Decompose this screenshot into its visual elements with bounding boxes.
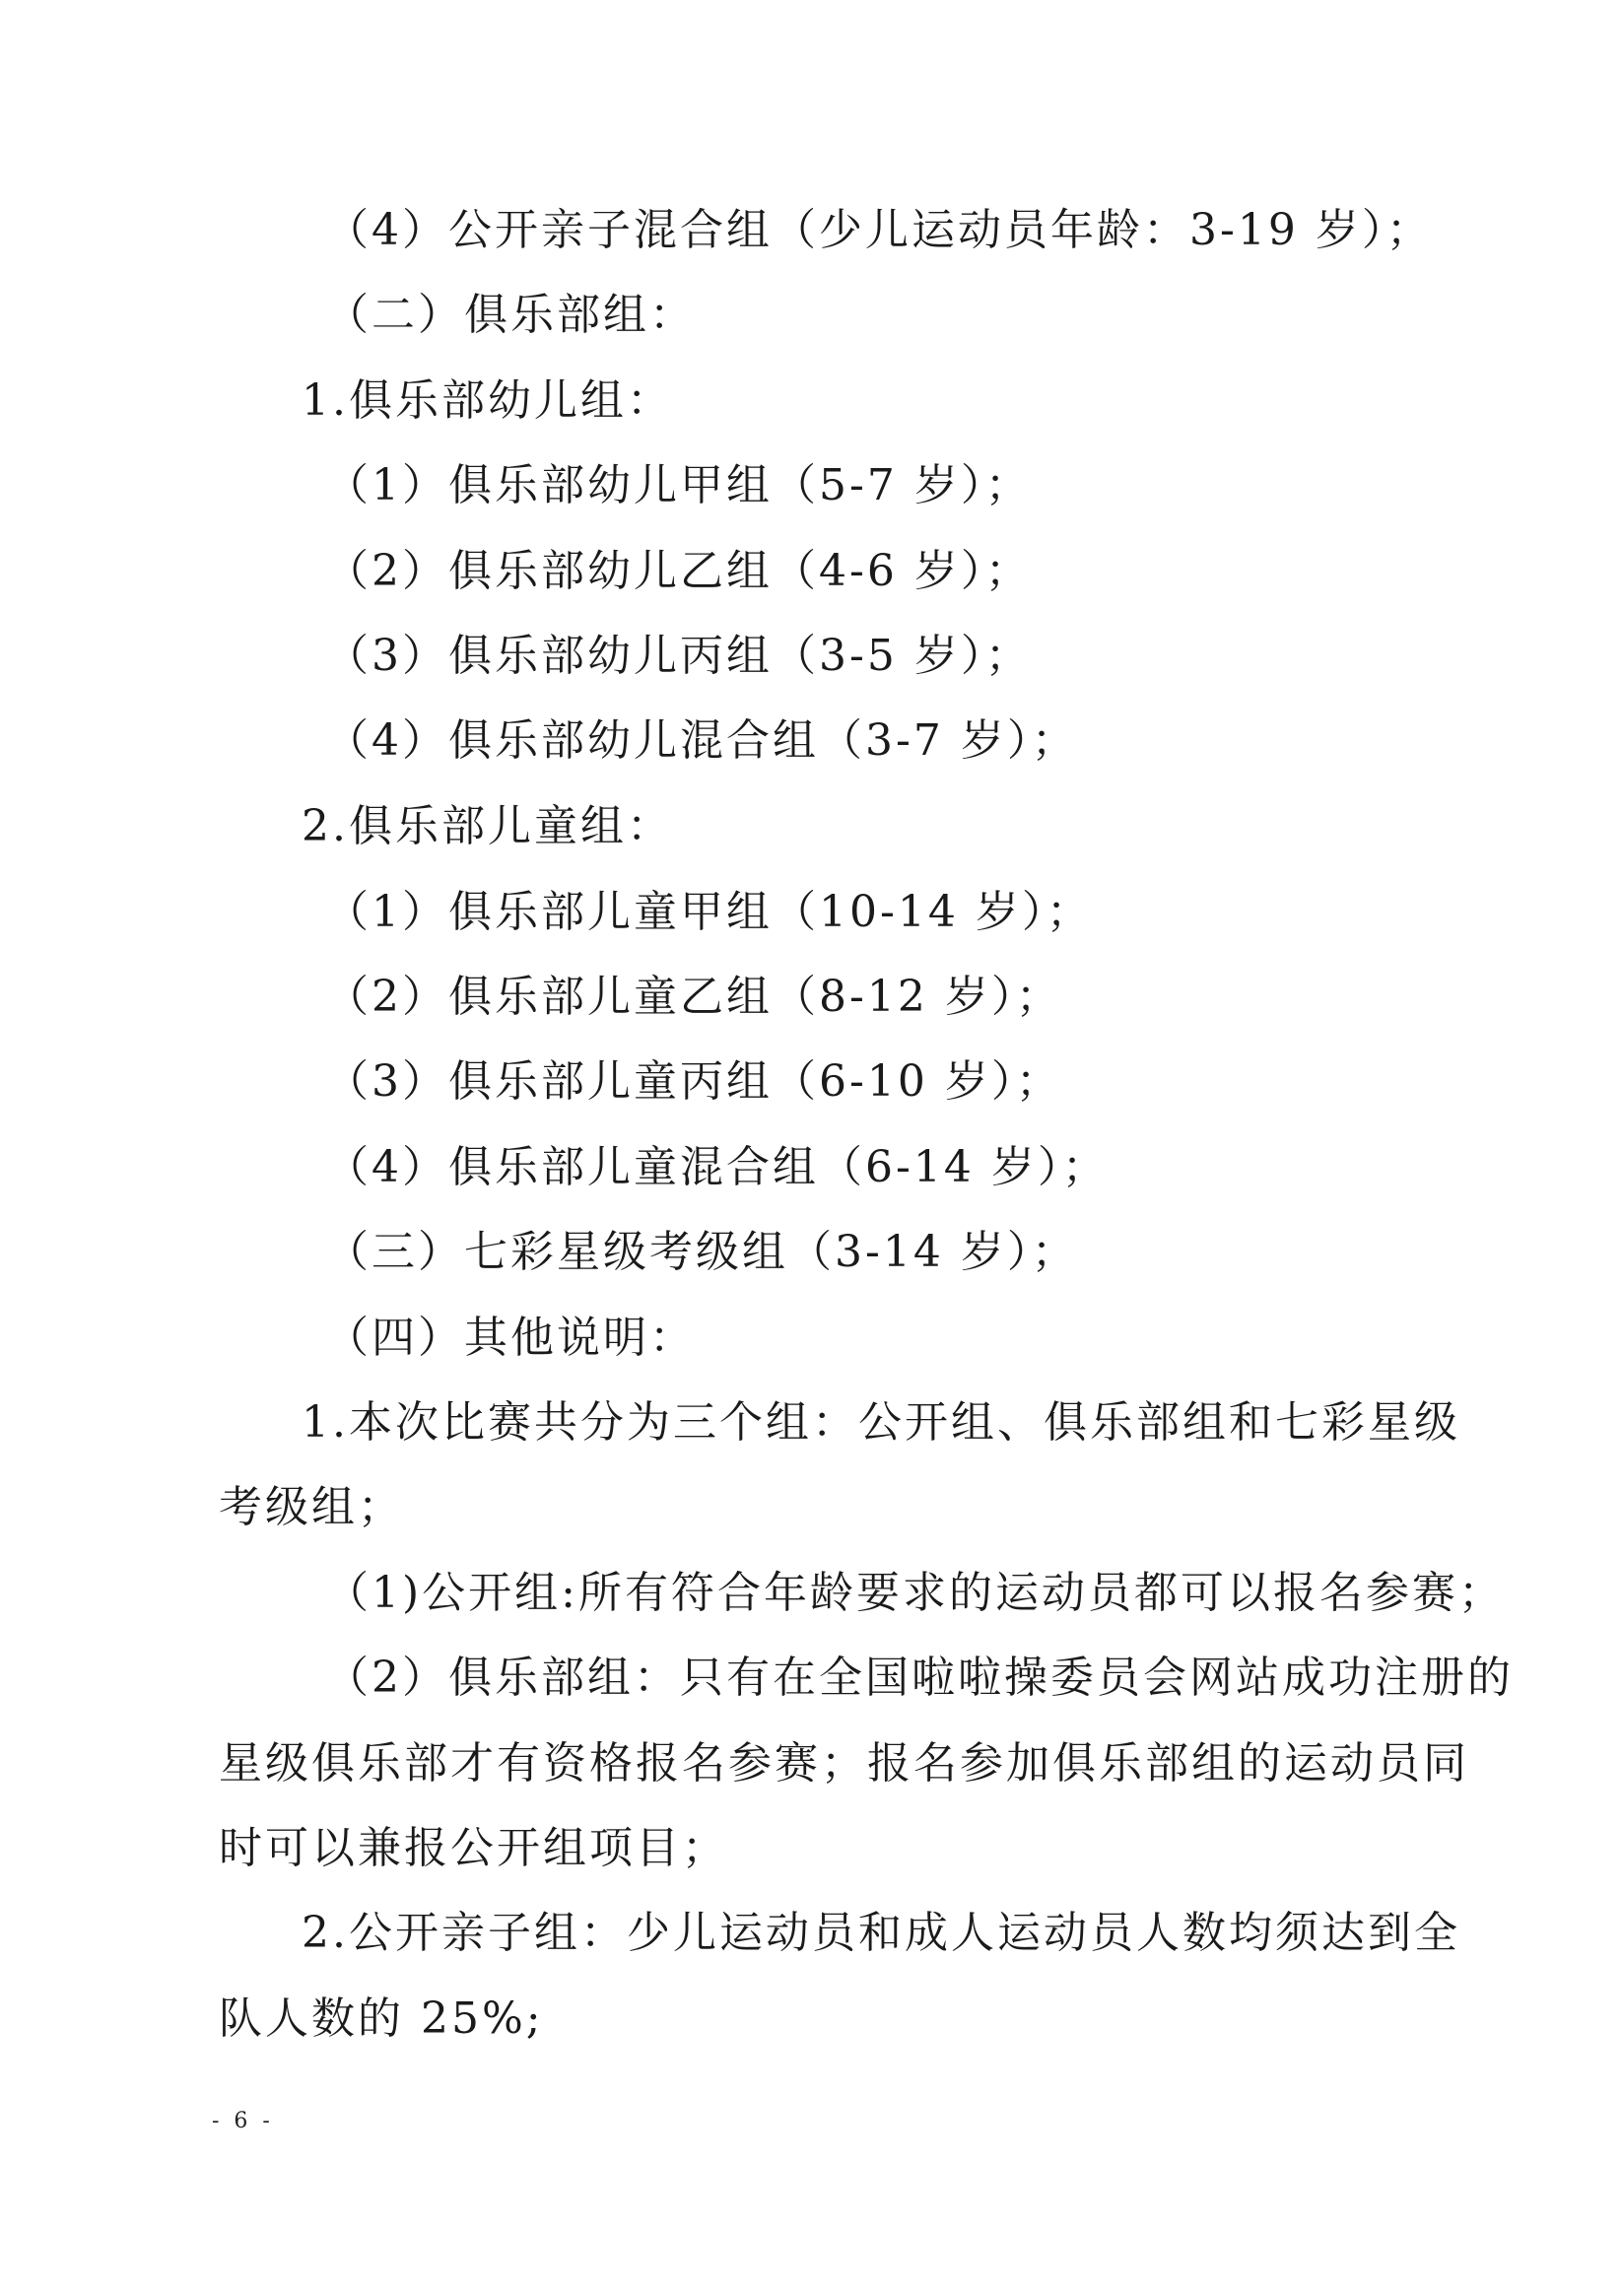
text-line-star-grade-group: （三）七彩星级考级组（3-14 岁）；: [325, 1227, 1078, 1277]
text-line-note-1: 1.本次比赛共分为三个组：公开组、俱乐部组和七彩星级: [302, 1397, 1460, 1448]
text-line-club-toddler-a: （1）俱乐部幼儿甲组（5-7 岁）；: [325, 460, 1032, 510]
text-line-note-club-group-cont1: 星级俱乐部才有资格报名参赛；报名参加俱乐部组的运动员同: [219, 1738, 1469, 1789]
text-line-club-children-b: （2）俱乐部儿童乙组（8-12 岁）；: [325, 972, 1062, 1022]
text-line-note-club-group: （2）俱乐部组：只有在全国啦啦操委员会网站成功注册的: [325, 1653, 1514, 1703]
text-line-note-club-group-cont2: 时可以兼报公开组项目；: [219, 1823, 728, 1873]
text-line-note-1-cont: 考级组；: [219, 1482, 404, 1532]
text-line-club-toddler-b: （2）俱乐部幼儿乙组（4-6 岁）；: [325, 546, 1032, 596]
text-line-club-children-mixed: （4）俱乐部儿童混合组（6-14 岁）；: [325, 1142, 1109, 1192]
text-line-club-toddler-c: （3）俱乐部幼儿丙组（3-5 岁）；: [325, 631, 1032, 681]
text-line-club-children-a: （1）俱乐部儿童甲组（10-14 岁）；: [325, 887, 1093, 937]
text-line-club-toddler-mixed: （4）俱乐部幼儿混合组（3-7 岁）；: [325, 715, 1078, 766]
text-line-parent-mixed-group: （4）公开亲子混合组（少儿运动员年龄：3-19 岁）；: [325, 205, 1433, 255]
text-line-club-children-c: （3）俱乐部儿童丙组（6-10 岁）；: [325, 1056, 1062, 1107]
text-line-club-children-heading: 2.俱乐部儿童组：: [302, 801, 673, 851]
text-line-club-group-heading: （二）俱乐部组：: [325, 290, 696, 340]
page-number: - 6 -: [212, 2109, 274, 2133]
text-line-note-open-group: （1)公开组:所有符合年龄要求的运动员都可以报名参赛；: [325, 1568, 1505, 1618]
text-line-note-2-cont: 队人数的 25%;: [219, 1993, 544, 2044]
text-line-note-2: 2.公开亲子组：少儿运动员和成人运动员人数均须达到全: [302, 1908, 1460, 1958]
text-line-other-notes-heading: （四）其他说明：: [325, 1313, 696, 1363]
text-line-club-toddler-heading: 1.俱乐部幼儿组：: [302, 375, 673, 426]
